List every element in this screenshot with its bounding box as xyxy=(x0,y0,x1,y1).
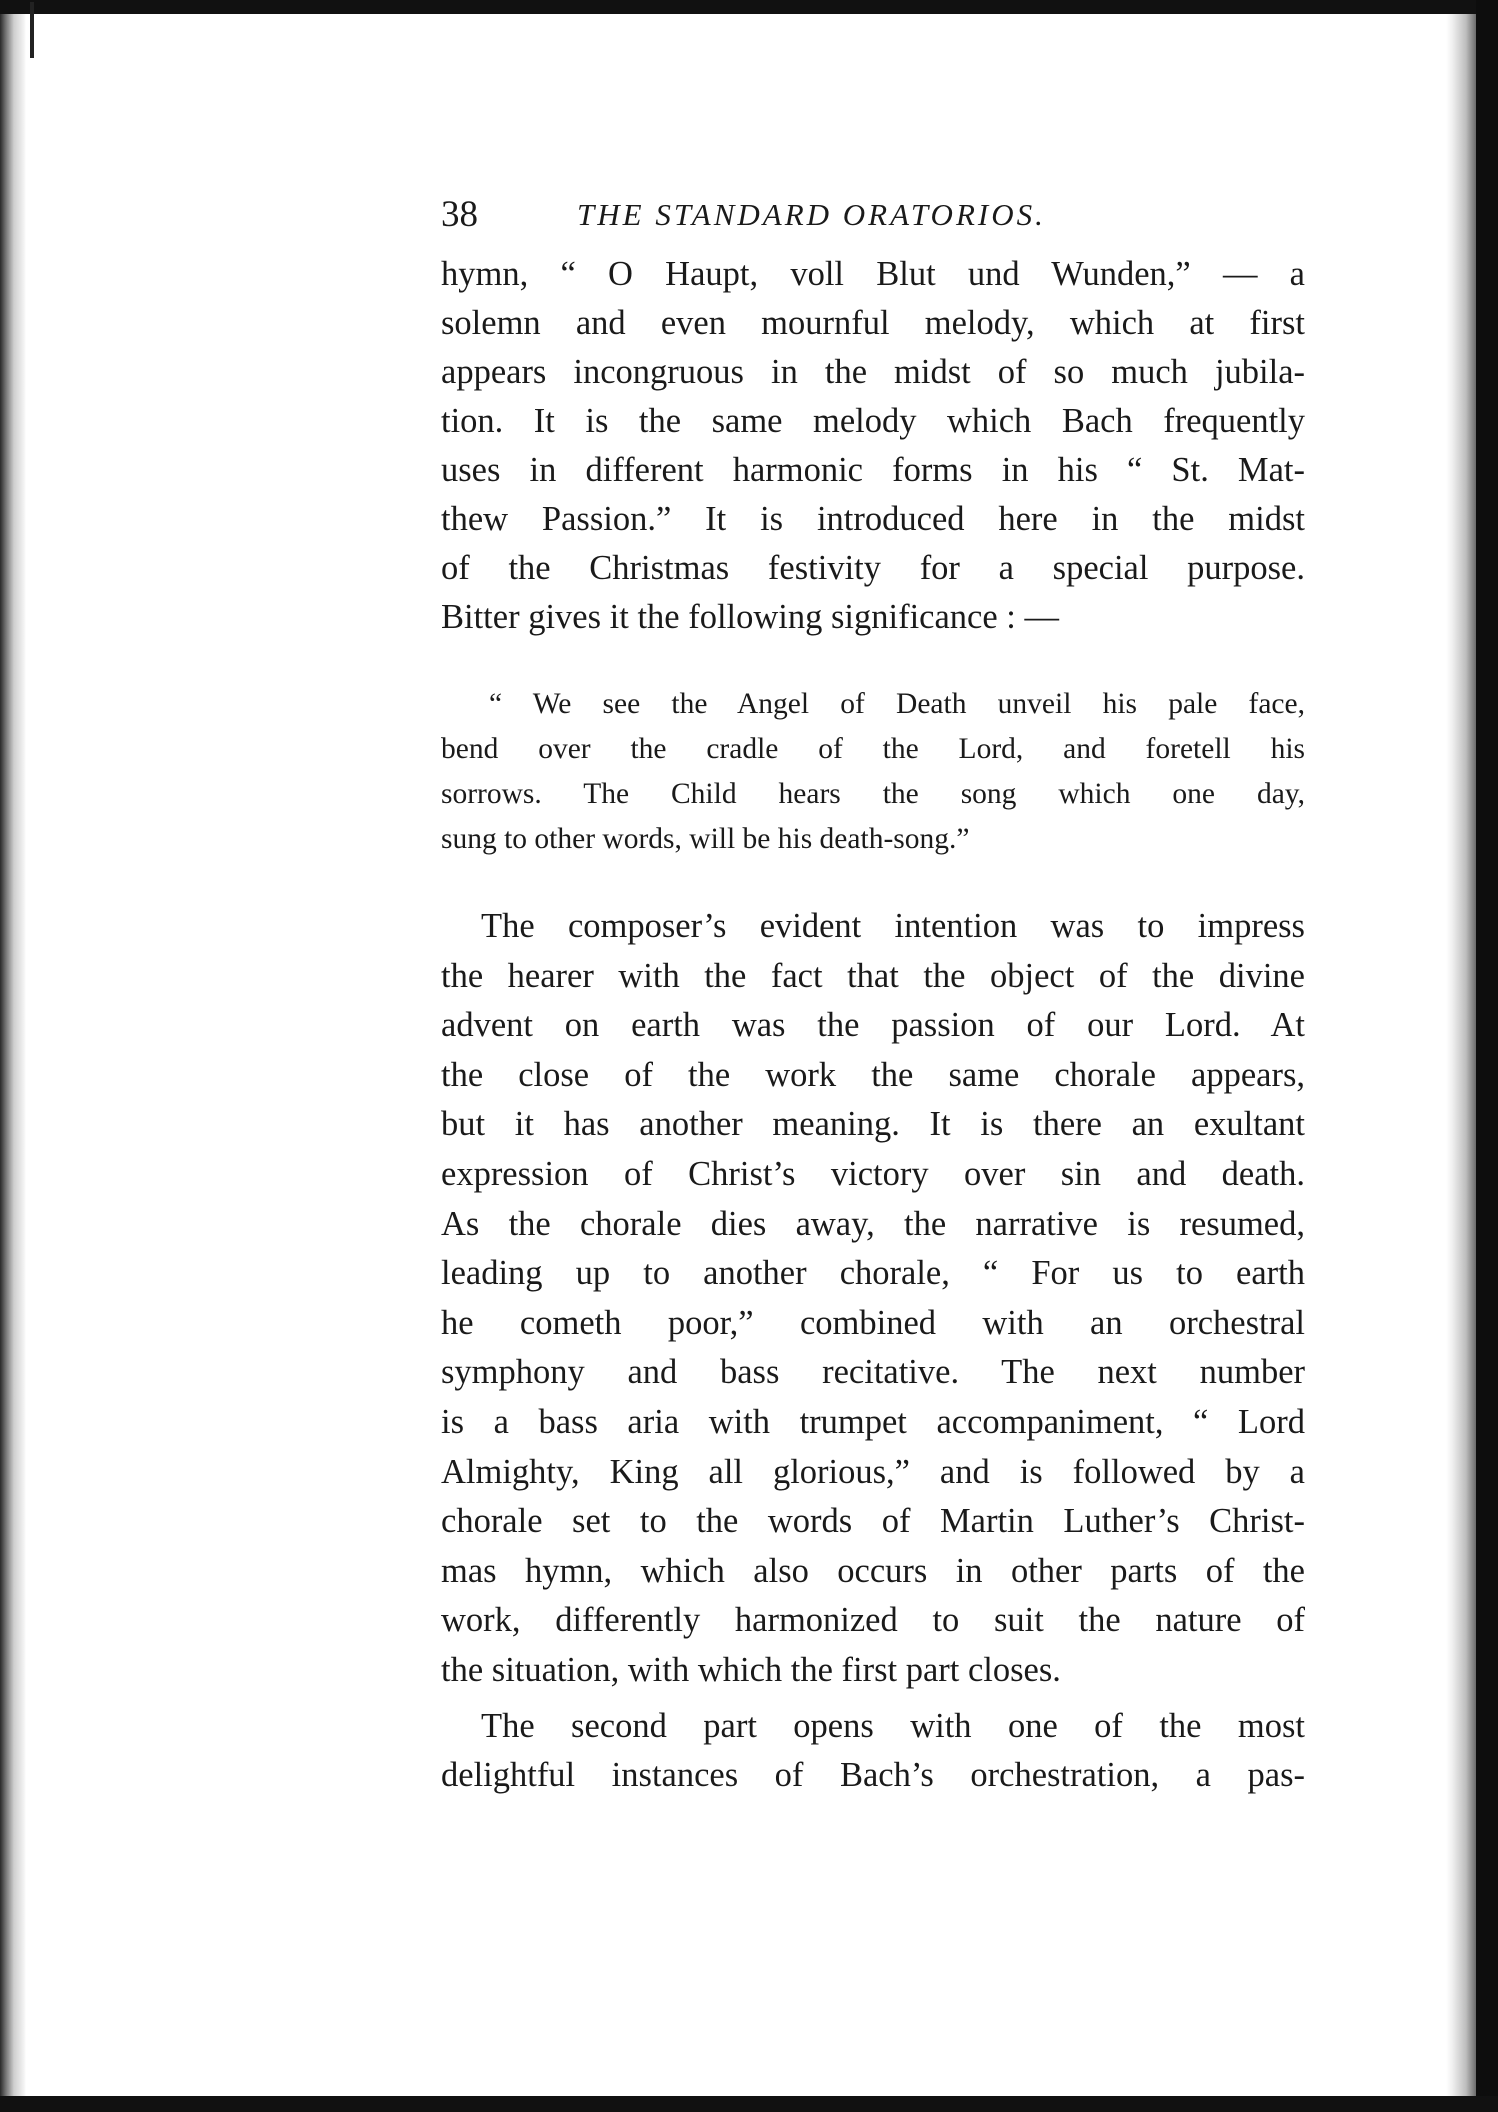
text-line: is a bass aria with trumpet accompaniment, “ Lord xyxy=(441,1402,1305,1441)
text-line: the situation, with which the first part closes. xyxy=(441,1650,1061,1689)
page-number: 38 xyxy=(441,194,478,235)
text-line: The composer’s evident intention was to impress xyxy=(481,907,1305,945)
paragraph xyxy=(441,250,1305,642)
scan-corner-mark xyxy=(30,2,34,58)
text-line: delightful instances of Bach’s orchestration, a pas- xyxy=(441,1756,1305,1795)
text-line: the hearer with the fact that the object of the divine xyxy=(441,956,1305,995)
text-line: thew Passion.” It is introduced here in the midst xyxy=(441,500,1305,538)
text-line: chorale set to the words of Martin Luther’s Christ- xyxy=(441,1502,1305,1541)
text-line: appears incongruous in the midst of so much jubila- xyxy=(441,353,1305,391)
text-line: of the Christmas festivity for a special purpose. xyxy=(441,549,1305,587)
page-edge-shadow xyxy=(1446,0,1476,2112)
text-line: hymn, “ O Haupt, voll Blut und Wunden,” — a xyxy=(441,255,1305,293)
body-text xyxy=(441,250,1305,1801)
text-line: advent on earth was the passion of our Lord. At xyxy=(441,1006,1305,1045)
page-gutter-shadow xyxy=(0,0,26,2112)
paragraph xyxy=(441,902,1305,1696)
quote-line: sung to other words, will be his death-song.” xyxy=(441,823,970,855)
text-line: leading up to another chorale, “ For us to earth xyxy=(441,1254,1305,1293)
scan-border-top xyxy=(0,0,1498,14)
running-title: THE STANDARD ORATORIOS. xyxy=(577,197,1046,232)
text-line: tion. It is the same melody which Bach frequently xyxy=(441,402,1305,440)
text-line: expression of Christ’s victory over sin and death. xyxy=(441,1154,1305,1193)
quote-line: “ We see the Angel of Death unveil his pale face, xyxy=(489,688,1305,720)
text-line: The second part opens with one of the most xyxy=(481,1706,1305,1745)
text-line: Almighty, King all glorious,” and is followed by a xyxy=(441,1452,1305,1491)
paragraph xyxy=(441,1702,1305,1801)
block-quotation xyxy=(441,682,1305,862)
scan-border-right xyxy=(1476,0,1498,2112)
text-line: Bitter gives it the following significance : — xyxy=(441,598,1060,636)
text-line: solemn and even mournful melody, which at first xyxy=(441,304,1305,342)
scan-border-bottom xyxy=(0,2096,1498,2112)
text-line: As the chorale dies away, the narrative is resumed, xyxy=(441,1204,1305,1243)
text-line: the close of the work the same chorale appears, xyxy=(441,1055,1305,1094)
running-head xyxy=(441,190,1305,240)
book-page xyxy=(441,190,1305,1801)
quote-line: sorrows. The Child hears the song which one day, xyxy=(441,778,1305,810)
text-line: uses in different harmonic forms in his “ St. Mat- xyxy=(441,451,1305,489)
text-line: he cometh poor,” combined with an orchestral xyxy=(441,1303,1305,1342)
text-line: but it has another meaning. It is there an exultant xyxy=(441,1105,1305,1144)
text-line: mas hymn, which also occurs in other parts of the xyxy=(441,1551,1305,1590)
text-line: work, differently harmonized to suit the nature of xyxy=(441,1601,1305,1640)
text-line: symphony and bass recitative. The next number xyxy=(441,1353,1305,1392)
quote-line: bend over the cradle of the Lord, and foretell his xyxy=(441,733,1305,765)
